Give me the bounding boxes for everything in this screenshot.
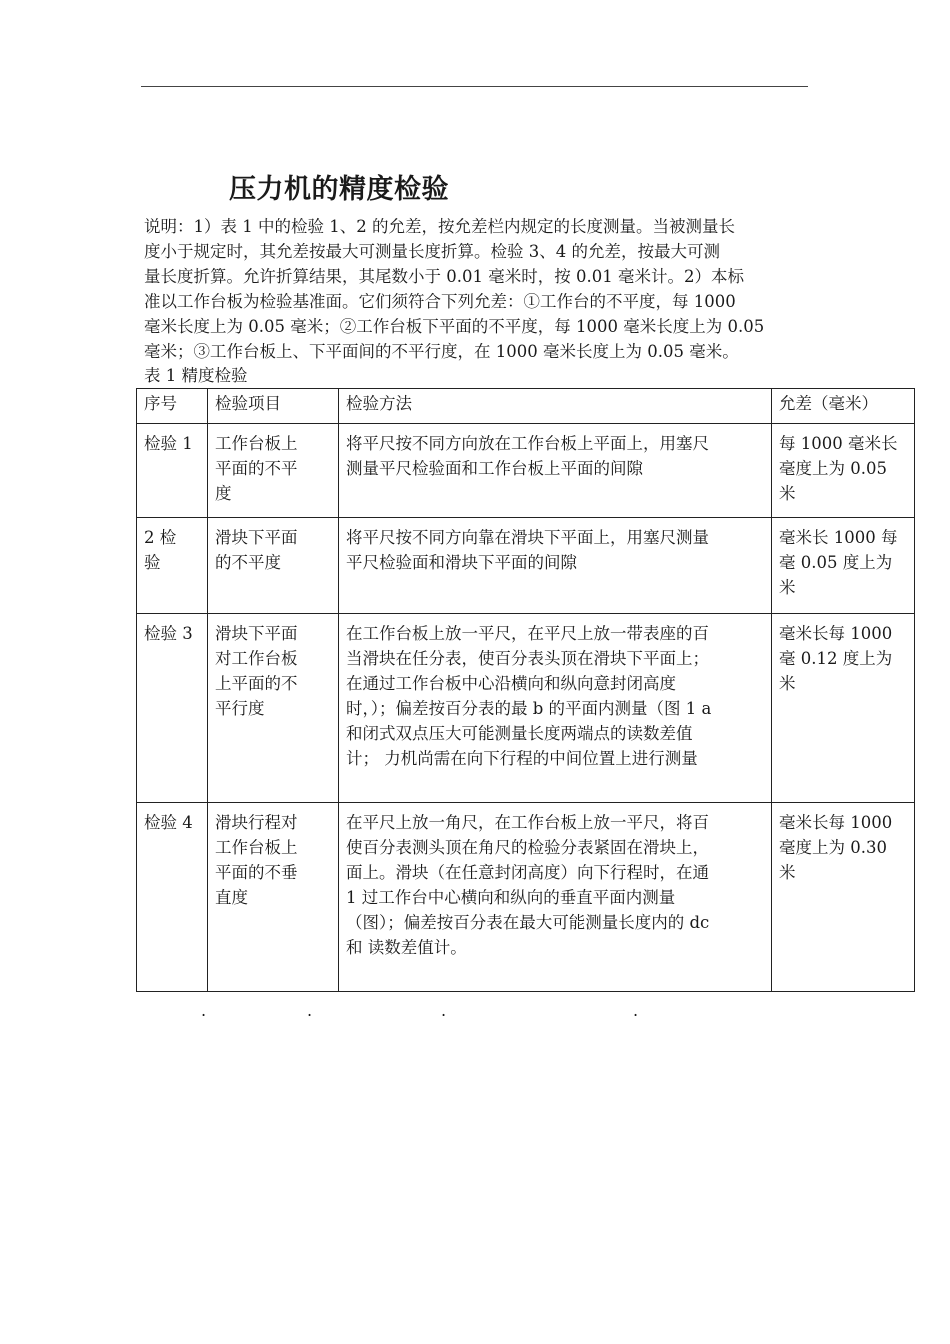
cell-text: 滑块下平面: [215, 624, 298, 643]
cell-text: 在通过工作台板中心沿横向和纵向意封闭高度: [346, 674, 676, 693]
cell-item: [208, 518, 339, 614]
footer-dot: .: [633, 1001, 639, 1020]
header-method: 检验方法: [339, 389, 772, 424]
cell-number: [137, 424, 208, 518]
cell-method: [339, 424, 772, 518]
cell-tolerance: [772, 614, 915, 803]
cell-method: [339, 614, 772, 803]
intro-line: 说明：1）表 1 中的检验 1、2 的允差，按允差栏内规定的长度测量。当被测量长: [144, 217, 735, 236]
cell-text: 测量平尺检验面和工作台板上平面的间隙: [346, 459, 643, 478]
cell-text: 使百分表测头顶在角尺的检验分表紧固在滑块上，: [346, 838, 709, 857]
cell-item: [208, 614, 339, 803]
cell-text: 面上。滑块（在任意封闭高度）向下行程时，在通: [346, 863, 709, 882]
header-number: 序号: [137, 389, 208, 424]
cell-text: 工作台板上: [215, 838, 298, 857]
cell-text: 检验 3: [144, 624, 193, 643]
cell-number: [137, 518, 208, 614]
cell-text: 米: [779, 674, 796, 693]
cell-text: 检验 1: [144, 434, 193, 453]
cell-number: [137, 614, 208, 803]
cell-text: 滑块下平面: [215, 528, 298, 547]
cell-text: 毫米长每 1000: [779, 624, 893, 643]
cell-method: [339, 518, 772, 614]
cell-text: 将平尺按不同方向靠在滑块下平面上，用塞尺测量: [346, 528, 709, 547]
precision-inspection-table: [136, 388, 915, 992]
cell-text: 工作台板上: [215, 434, 298, 453]
footer-dot: .: [201, 1001, 207, 1020]
cell-text: 米: [779, 863, 796, 882]
cell-text: 毫 0.12 度上为: [779, 649, 893, 668]
cell-text: 验: [144, 553, 161, 572]
cell-number: [137, 803, 208, 992]
cell-text: 滑块行程对: [215, 813, 298, 832]
cell-text: 毫度上为 0.30: [779, 838, 887, 857]
cell-text: 每 1000 毫米长: [779, 434, 898, 453]
header-item: 检验项目: [208, 389, 339, 424]
intro-line: 毫米长度上为 0.05 毫米；②工作台板下平面的不平度，每 1000 毫米长度上为 0.05: [144, 317, 765, 336]
cell-text: 平面的不垂: [215, 863, 298, 882]
cell-text: 计； 力机尚需在向下行程的中间位置上进行测量: [346, 749, 698, 768]
cell-text: 和闭式双点压大可能测量长度两端点的读数差值: [346, 724, 693, 743]
intro-line: 度小于规定时，其允差按最大可测量长度折算。检验 3、4 的允差，按最大可测: [144, 242, 720, 261]
cell-text: 平尺检验面和滑块下平面的间隙: [346, 553, 577, 572]
footer-dots: [0, 1003, 950, 1023]
table-header-row: [137, 389, 915, 424]
cell-text: 在平尺上放一角尺，在工作台板上放一平尺，将百: [346, 813, 709, 832]
footer-dot: .: [307, 1001, 313, 1020]
cell-text: 当滑块在任分表，使百分表头顶在滑块下平面上；: [346, 649, 709, 668]
table-row: [137, 614, 915, 803]
cell-text: 度: [215, 484, 232, 503]
cell-text: （图）；偏差按百分表在最大可能测量长度内的 dc: [346, 913, 710, 932]
cell-text: 平面的不平: [215, 459, 298, 478]
table-row: [137, 803, 915, 992]
header-rule: [141, 86, 808, 87]
intro-paragraph: [144, 214, 814, 364]
document-title: 压力机的精度检验: [229, 174, 449, 205]
cell-tolerance: [772, 424, 915, 518]
cell-text: 检验 4: [144, 813, 193, 832]
cell-text: 1 过工作台中心横向和纵向的垂直平面内测量: [346, 888, 676, 907]
cell-item: [208, 424, 339, 518]
cell-text: 和 读数差值计。: [346, 938, 467, 957]
cell-text: 直度: [215, 888, 248, 907]
cell-text: 毫度上为 0.05: [779, 459, 887, 478]
cell-text: 平行度: [215, 699, 265, 718]
table-row: [137, 518, 915, 614]
cell-text: 2 检: [144, 528, 177, 547]
cell-text: 上平面的不: [215, 674, 298, 693]
cell-text: 对工作台板: [215, 649, 298, 668]
cell-item: [208, 803, 339, 992]
intro-line: 毫米；③工作台板上、下平面间的不平行度，在 1000 毫米长度上为 0.05 毫米。: [144, 342, 739, 361]
cell-text: 米: [779, 578, 796, 597]
intro-line: 准以工作台板为检验基准面。它们须符合下列允差：①工作台的不平度，每 1000: [144, 292, 736, 311]
cell-tolerance: [772, 803, 915, 992]
cell-text: 时，）；偏差按百分表的最 b 的平面内测量（图 1 a: [346, 699, 712, 718]
cell-text: 毫米长 1000 每: [779, 528, 898, 547]
cell-text: 的不平度: [215, 553, 281, 572]
cell-text: 毫 0.05 度上为: [779, 553, 893, 572]
cell-text: 米: [779, 484, 796, 503]
cell-tolerance: [772, 518, 915, 614]
table-caption: 表 1 精度检验: [144, 366, 248, 385]
footer-dot: .: [441, 1001, 447, 1020]
cell-text: 将平尺按不同方向放在工作台板上平面上，用塞尺: [346, 434, 709, 453]
table-row: [137, 424, 915, 518]
intro-line: 量长度折算。允许折算结果，其尾数小于 0.01 毫米时，按 0.01 毫米计。2）本标: [144, 267, 744, 286]
cell-text: 在工作台板上放一平尺，在平尺上放一带表座的百: [346, 624, 709, 643]
cell-text: 毫米长每 1000: [779, 813, 893, 832]
cell-method: [339, 803, 772, 992]
header-tolerance: 允差（毫米）: [772, 389, 915, 424]
